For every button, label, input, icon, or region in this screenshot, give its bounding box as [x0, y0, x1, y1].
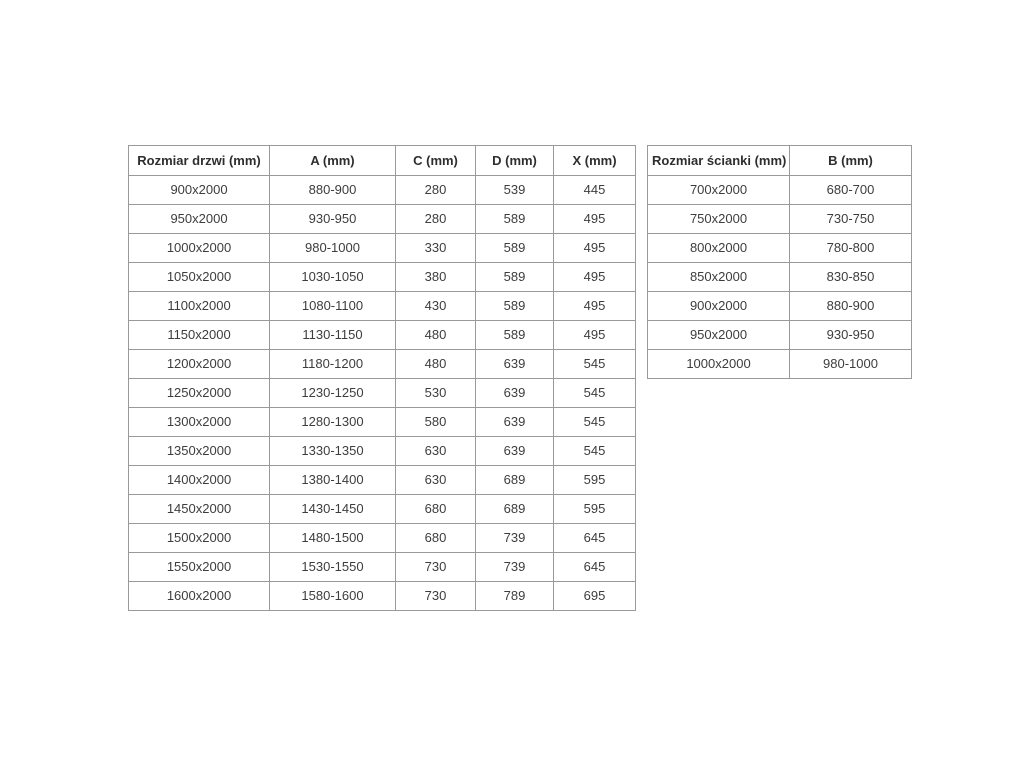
table-cell: 680	[396, 495, 476, 524]
table-cell: 695	[554, 582, 636, 611]
table-cell: 645	[554, 524, 636, 553]
column-header: Rozmiar drzwi (mm)	[129, 146, 270, 176]
table-cell: 1450x2000	[129, 495, 270, 524]
table-cell: 545	[554, 379, 636, 408]
table-cell: 780-800	[790, 234, 912, 263]
table-cell: 645	[554, 553, 636, 582]
table-row	[129, 582, 636, 611]
table-cell: 689	[476, 466, 554, 495]
table-cell: 530	[396, 379, 476, 408]
table-cell: 730-750	[790, 205, 912, 234]
table-cell: 495	[554, 292, 636, 321]
table-cell: 580	[396, 408, 476, 437]
table-cell: 680-700	[790, 176, 912, 205]
table-row	[648, 234, 912, 263]
table-cell: 280	[396, 176, 476, 205]
wall-size-table	[647, 145, 912, 379]
table-cell: 589	[476, 292, 554, 321]
table-cell: 1230-1250	[270, 379, 396, 408]
table-cell: 1380-1400	[270, 466, 396, 495]
table-cell: 1300x2000	[129, 408, 270, 437]
table-cell: 280	[396, 205, 476, 234]
header-row	[648, 146, 912, 176]
table-cell: 630	[396, 466, 476, 495]
table-cell: 930-950	[270, 205, 396, 234]
table-cell: 739	[476, 553, 554, 582]
table-cell: 1350x2000	[129, 437, 270, 466]
table-cell: 730	[396, 553, 476, 582]
table-row	[129, 466, 636, 495]
table-cell: 639	[476, 408, 554, 437]
table-row	[129, 553, 636, 582]
table-cell: 589	[476, 205, 554, 234]
table-cell: 545	[554, 350, 636, 379]
table-cell: 1000x2000	[129, 234, 270, 263]
table-cell: 700x2000	[648, 176, 790, 205]
table-cell: 589	[476, 321, 554, 350]
table-cell: 689	[476, 495, 554, 524]
header-row	[129, 146, 636, 176]
table-cell: 495	[554, 321, 636, 350]
table-cell: 1130-1150	[270, 321, 396, 350]
table-cell: 639	[476, 350, 554, 379]
table-cell: 480	[396, 321, 476, 350]
table-row	[129, 205, 636, 234]
table-cell: 900x2000	[648, 292, 790, 321]
table-cell: 1580-1600	[270, 582, 396, 611]
column-header: Rozmiar ścianki (mm)	[648, 146, 790, 176]
table-cell: 880-900	[270, 176, 396, 205]
table-row	[648, 176, 912, 205]
table-cell: 539	[476, 176, 554, 205]
column-header: B (mm)	[790, 146, 912, 176]
table-cell: 330	[396, 234, 476, 263]
table-cell: 900x2000	[129, 176, 270, 205]
table-row	[129, 176, 636, 205]
table-cell: 495	[554, 234, 636, 263]
table-cell: 1030-1050	[270, 263, 396, 292]
table-cell: 1050x2000	[129, 263, 270, 292]
table-row	[648, 263, 912, 292]
table-row	[129, 495, 636, 524]
table-cell: 1000x2000	[648, 350, 790, 379]
table-row	[129, 379, 636, 408]
table-cell: 545	[554, 437, 636, 466]
table-cell: 1080-1100	[270, 292, 396, 321]
table-row	[129, 350, 636, 379]
table-row	[129, 437, 636, 466]
table-cell: 1200x2000	[129, 350, 270, 379]
table-cell: 1150x2000	[129, 321, 270, 350]
table-row	[648, 292, 912, 321]
table-cell: 380	[396, 263, 476, 292]
table-cell: 730	[396, 582, 476, 611]
table-cell: 950x2000	[129, 205, 270, 234]
table-cell: 595	[554, 495, 636, 524]
table-cell: 1600x2000	[129, 582, 270, 611]
table-cell: 495	[554, 205, 636, 234]
table-cell: 1250x2000	[129, 379, 270, 408]
table-cell: 750x2000	[648, 205, 790, 234]
table-cell: 980-1000	[270, 234, 396, 263]
table-cell: 950x2000	[648, 321, 790, 350]
table-row	[648, 321, 912, 350]
table-cell: 680	[396, 524, 476, 553]
table-row	[129, 292, 636, 321]
table-cell: 1500x2000	[129, 524, 270, 553]
table-cell: 630	[396, 437, 476, 466]
table-cell: 495	[554, 263, 636, 292]
table-row	[129, 321, 636, 350]
table-cell: 830-850	[790, 263, 912, 292]
table-cell: 430	[396, 292, 476, 321]
column-header: D (mm)	[476, 146, 554, 176]
table-cell: 1530-1550	[270, 553, 396, 582]
table-cell: 1550x2000	[129, 553, 270, 582]
table-cell: 1330-1350	[270, 437, 396, 466]
table-cell: 1100x2000	[129, 292, 270, 321]
table-row	[648, 205, 912, 234]
table-cell: 739	[476, 524, 554, 553]
table-cell: 930-950	[790, 321, 912, 350]
table-cell: 1430-1450	[270, 495, 396, 524]
table-cell: 639	[476, 437, 554, 466]
table-cell: 445	[554, 176, 636, 205]
table-cell: 1180-1200	[270, 350, 396, 379]
door-size-table	[128, 145, 636, 611]
table-cell: 545	[554, 408, 636, 437]
table-cell: 480	[396, 350, 476, 379]
table-cell: 880-900	[790, 292, 912, 321]
table-cell: 639	[476, 379, 554, 408]
table-row	[129, 524, 636, 553]
table-row	[648, 350, 912, 379]
table-cell: 1400x2000	[129, 466, 270, 495]
table-row	[129, 234, 636, 263]
table-cell: 1280-1300	[270, 408, 396, 437]
column-header: C (mm)	[396, 146, 476, 176]
table-cell: 850x2000	[648, 263, 790, 292]
column-header: A (mm)	[270, 146, 396, 176]
table-cell: 980-1000	[790, 350, 912, 379]
table-cell: 800x2000	[648, 234, 790, 263]
table-cell: 1480-1500	[270, 524, 396, 553]
table-cell: 789	[476, 582, 554, 611]
column-header: X (mm)	[554, 146, 636, 176]
table-row	[129, 263, 636, 292]
table-cell: 595	[554, 466, 636, 495]
table-cell: 589	[476, 263, 554, 292]
table-row	[129, 408, 636, 437]
table-cell: 589	[476, 234, 554, 263]
